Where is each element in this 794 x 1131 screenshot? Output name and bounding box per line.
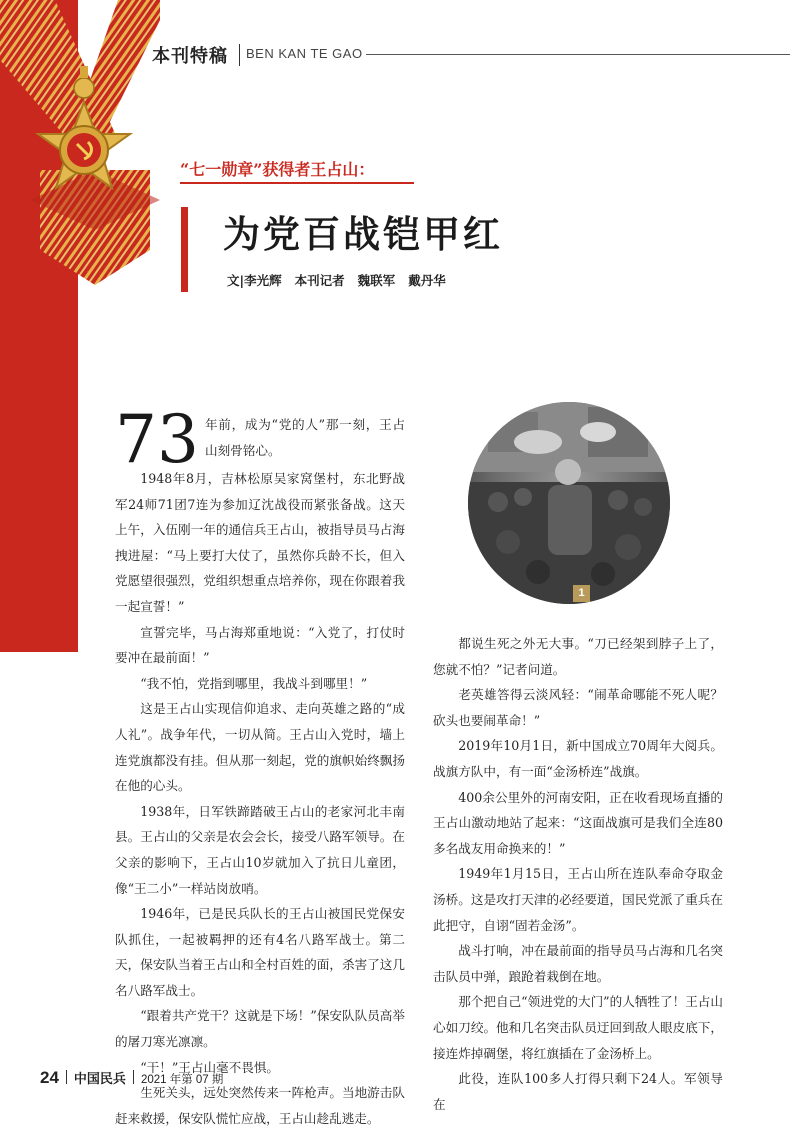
body-paragraph: 生死关头，远处突然传来一阵枪声。当地游击队赶来救援，保安队慌忙应战，王占山趁乱逃走。 [115,1085,405,1126]
lead-text: 年前，成为“党的人”那一刻，王占山刻骨铭心。 [204,417,405,458]
medal-ribbon-image [0,0,160,290]
body-column-right [433,631,723,1117]
kicker-underline [180,182,414,184]
header-rule [366,54,790,55]
historical-photo [468,402,670,604]
body-paragraph: 1946年，已是民兵队长的王占山被国民党保安队抓住，一起被羁押的还有4名八路军战士。第二天，保安队当着王占山和全村百姓的面，杀害了这几名八路军战士。 [115,906,405,998]
crowd-photo-image [468,402,670,604]
issue-label: 2021 年第 07 期 [140,1074,224,1086]
body-paragraph: “我不怕，党指到哪里，我战斗到哪里！” [140,675,368,691]
body-paragraph: 1949年1月15日，王占山所在连队奉命夺取金汤桥。这是攻打天津的必经要道，国民党派了重兵在此把守，自诩“固若金汤”。 [433,866,723,933]
drop-cap: 73 [115,401,199,478]
body-paragraph: 那个把自己“领进党的大门”的人牺牲了！王占山心如刀绞。他和几名突击队员迂回到敌人眼皮底下，接连炸掉碉堡，将红旗插在了金汤桥上。 [433,994,723,1061]
body-paragraph: “跟着共产党干？这就是下场！”保安队队员高举的屠刀寒光凛凛。 [115,1008,405,1050]
footer-divider [133,1070,134,1084]
article-byline: 文|李光辉 本刊记者 魏联军 戴丹华 [227,273,446,288]
body-paragraph: 此役，连队100多人打得只剩下24人。军领导在 [433,1071,723,1112]
body-paragraph: 这是王占山实现信仰追求、走向英雄之路的“成人礼”。战争年代，一切从简。王占山入党时，墙上连党旗都没有挂。但从那一刻起，党的旗帜始终飘扬在他的心头。 [115,701,405,794]
body-paragraph: 1938年，日军铁蹄踏破王占山的老家河北丰南县。王占山的父亲是农会会长，接受八路军领导。在父亲的影响下，王占山10岁就加入了抗日儿童团，像“王二小”一样站岗放哨。 [115,803,405,896]
article-kicker: “七一勋章”获得者王占山： [180,160,375,179]
body-paragraph: 400余公里外的河南安阳，正在收看现场直播的王占山激动地站了起来：“这面战旗可是我们全连80多名战友用命换来的！” [433,789,723,856]
page-footer [40,1068,223,1088]
lead-paragraph [115,401,405,478]
section-title-english: BEN KAN TE GAO [246,46,363,61]
title-accent-bar [181,207,188,292]
body-paragraph: 1948年8月，吉林松原吴家窝堡村，东北野战军24师71团7连为参加辽沈战役而紧张备战。这天上午，入伍刚一年的通信兵王占山，被指导员马占海拽进屋：“马上要打大仗了，虽然你兵龄不长，但入党愿望很强烈，党组织想重点培养你，现在你跟着我一起宣誓！” [115,471,405,614]
body-paragraph: 老英雄答得云淡风轻：“闹革命哪能不死人呢？砍头也要闹革命！” [433,687,723,728]
photo-number-label: 1 [573,585,590,602]
magazine-name: 中国民兵 [73,1072,126,1087]
section-divider [239,44,240,66]
article-title: 为党百战铠甲红 [223,213,503,256]
page-number: 24 [40,1068,59,1087]
body-paragraph: 宣誓完毕，马占海郑重地说：“入党了，打仗时要冲在最前面！” [115,624,405,666]
body-paragraph: 都说生死之外无大事。“刀已经架到脖子上了，您就不怕？”记者问道。 [433,636,723,677]
footer-divider [66,1070,67,1084]
body-column-left [115,401,405,1131]
body-paragraph: “干！”王占山毫不畏惧。 [140,1059,280,1075]
body-paragraph: 战斗打响，冲在最前面的指导员马占海和几名突击队员中弹，踉跄着栽倒在地。 [433,943,723,984]
section-title: 本刊特稿 [152,46,228,67]
body-paragraph: 2019年10月1日，新中国成立70周年大阅兵。战旗方队中，有一面“金汤桥连”战旗。 [433,738,723,779]
